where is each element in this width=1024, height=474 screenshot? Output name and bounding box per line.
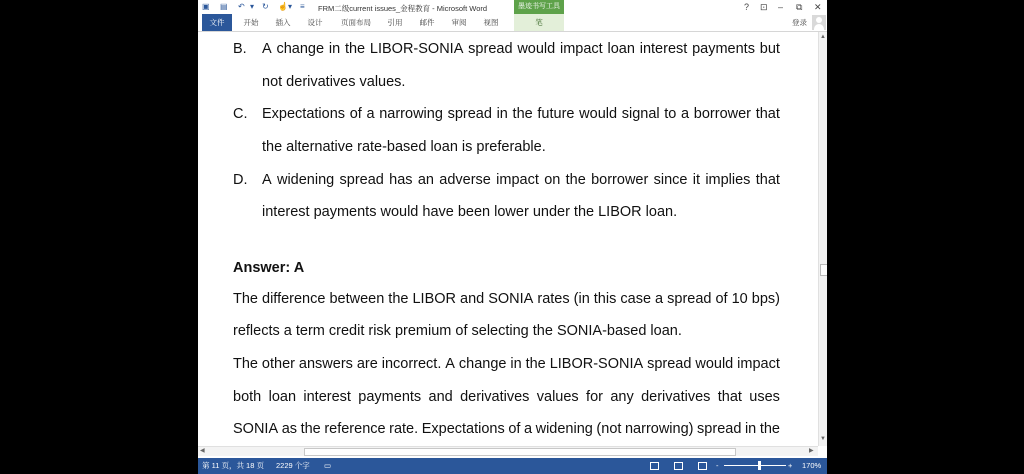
ribbon-display-button[interactable]: ⊡ xyxy=(760,2,768,12)
avatar[interactable] xyxy=(812,15,826,30)
document-page[interactable] xyxy=(198,32,818,446)
option-d-line2: interest payments would have been lower under the LIBOR loan. xyxy=(262,204,678,220)
tab-file[interactable]: 文件 xyxy=(202,14,232,31)
horizontal-scrollbar[interactable] xyxy=(198,446,818,456)
vertical-scroll-thumb[interactable] xyxy=(820,264,827,276)
option-d-line1: A widening spread has an adverse impact on the borrower since it implies that xyxy=(262,172,780,188)
sign-in-link[interactable]: 登录 xyxy=(792,18,807,27)
restore-button[interactable]: ⧉ xyxy=(796,2,803,12)
undo-dropdown-icon[interactable]: ▾ xyxy=(250,2,255,11)
option-c-letter: C. xyxy=(233,106,248,122)
read-mode-icon[interactable] xyxy=(650,462,659,470)
zoom-slider-handle[interactable] xyxy=(758,461,761,470)
scroll-down-icon[interactable]: ▼ xyxy=(820,436,826,442)
option-b-letter: B. xyxy=(233,41,247,57)
document-title: FRM二级current issues_金程教育 - Microsoft Word xyxy=(318,4,488,13)
help-button[interactable]: ? xyxy=(744,2,750,12)
proofing-icon[interactable]: ▭ xyxy=(324,461,332,470)
paragraph-2-line2: both loan interest payments and derivatives values for any derivatives that uses xyxy=(233,389,780,405)
status-bar xyxy=(198,458,827,474)
ribbon-tabs xyxy=(198,14,827,32)
zoom-level[interactable]: 170% xyxy=(802,461,822,470)
title-bar xyxy=(198,0,827,14)
page-count[interactable]: 第 11 页，共 18 页 xyxy=(202,461,264,470)
customize-toolbar-icon[interactable]: ≡ xyxy=(300,2,305,11)
tab-insert[interactable]: 插入 xyxy=(275,18,291,27)
option-b-line1: A change in the LIBOR-SONIA spread would impact loan interest payments but xyxy=(262,41,780,57)
scroll-up-icon[interactable]: ▲ xyxy=(820,34,826,40)
paragraph-1-line1: The difference between the LIBOR and SONIA rates (in this case a spread of 10 bps) xyxy=(233,291,780,307)
answer-heading: Answer: A xyxy=(233,260,305,276)
touch-mode-icon[interactable]: ☝ xyxy=(278,2,288,11)
scroll-left-icon[interactable]: ◀ xyxy=(200,448,205,454)
tab-references[interactable]: 引用 xyxy=(387,18,403,27)
vertical-scrollbar[interactable] xyxy=(818,32,827,446)
touch-dropdown-icon[interactable]: ▾ xyxy=(288,2,293,11)
horizontal-scroll-thumb[interactable] xyxy=(304,448,736,456)
tab-mailings[interactable]: 邮件 xyxy=(419,18,435,27)
save-icon[interactable]: ▤ xyxy=(220,2,228,11)
option-c-line1: Expectations of a narrowing spread in the future would signal to a borrower that xyxy=(262,106,780,122)
tab-page-layout[interactable]: 页面布局 xyxy=(341,18,371,27)
zoom-slider[interactable] xyxy=(724,465,786,466)
tab-design[interactable]: 设计 xyxy=(307,18,323,27)
close-button[interactable]: ✕ xyxy=(814,2,822,12)
minimize-button[interactable]: – xyxy=(778,2,784,12)
redo-icon[interactable]: ↻ xyxy=(262,2,269,11)
option-b-line2: not derivatives values. xyxy=(262,74,406,90)
zoom-in-button[interactable]: + xyxy=(788,461,793,470)
word-count[interactable]: 2229 个字 xyxy=(276,461,310,470)
option-c-line2: the alternative rate-based loan is preferable. xyxy=(262,139,546,155)
zoom-out-button[interactable]: - xyxy=(716,461,719,470)
paragraph-2-line3: SONIA as the reference rate. Expectations of a widening (not narrowing) spread in the xyxy=(233,421,780,437)
tab-home[interactable]: 开始 xyxy=(243,18,259,27)
paragraph-1-line2: reflects a term credit risk premium of selecting the SONIA-based loan. xyxy=(233,323,682,339)
tab-view[interactable]: 视图 xyxy=(483,18,499,27)
ink-tools-header: 墨迹书写工具 xyxy=(514,0,564,14)
scroll-right-icon[interactable]: ▶ xyxy=(809,448,814,454)
option-d-letter: D. xyxy=(233,172,248,188)
web-layout-icon[interactable] xyxy=(698,462,707,470)
tab-review[interactable]: 审阅 xyxy=(451,18,467,27)
word-logo-icon: ▣ xyxy=(202,2,210,11)
print-layout-icon[interactable] xyxy=(674,462,683,470)
tab-pen[interactable]: 笔 xyxy=(514,14,564,31)
paragraph-2-line1: The other answers are incorrect. A change in the LIBOR-SONIA spread would impact xyxy=(233,356,780,372)
undo-icon[interactable]: ↶ xyxy=(238,2,245,11)
word-window xyxy=(198,0,827,474)
